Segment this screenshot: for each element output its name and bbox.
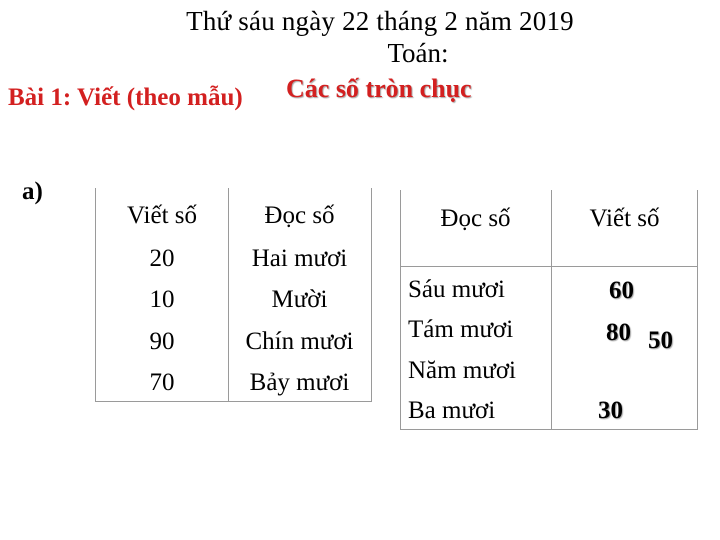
exercise-header-read: Đọc số <box>440 205 511 232</box>
answer-number: 80 <box>606 319 631 346</box>
exercise-words: Ba mươi <box>408 397 496 424</box>
subject-heading: Toán: <box>387 38 449 68</box>
exercise-table-header-rule <box>400 266 698 267</box>
example-number: 10 <box>149 286 175 313</box>
example-header-write: Viết số <box>126 202 198 229</box>
example-words: Bảy mươi <box>249 369 350 396</box>
exercise-header-write: Viết số <box>589 205 660 232</box>
answer-number: 60 <box>609 277 634 304</box>
example-number: 20 <box>149 245 175 272</box>
example-words: Hai mươi <box>251 245 348 272</box>
part-label: a) <box>22 178 43 205</box>
exercise-label: Bài 1: Viết (theo mẫu) <box>8 84 243 111</box>
exercise-words: Sáu mươi <box>408 276 505 303</box>
example-words: Mười <box>271 286 328 313</box>
lesson-title: Các số tròn chục <box>286 74 472 103</box>
example-number: 90 <box>149 328 175 355</box>
example-number: 70 <box>149 369 175 396</box>
exercise-words: Tám mươi <box>408 316 514 343</box>
example-header-read: Đọc số <box>264 202 335 229</box>
date-line: Thứ sáu ngày 22 tháng 2 năm 2019 <box>186 6 574 36</box>
answer-number: 30 <box>598 397 623 424</box>
example-words: Chín mươi <box>245 328 354 355</box>
answer-number: 50 <box>648 327 673 354</box>
exercise-words: Năm mươi <box>408 357 517 384</box>
